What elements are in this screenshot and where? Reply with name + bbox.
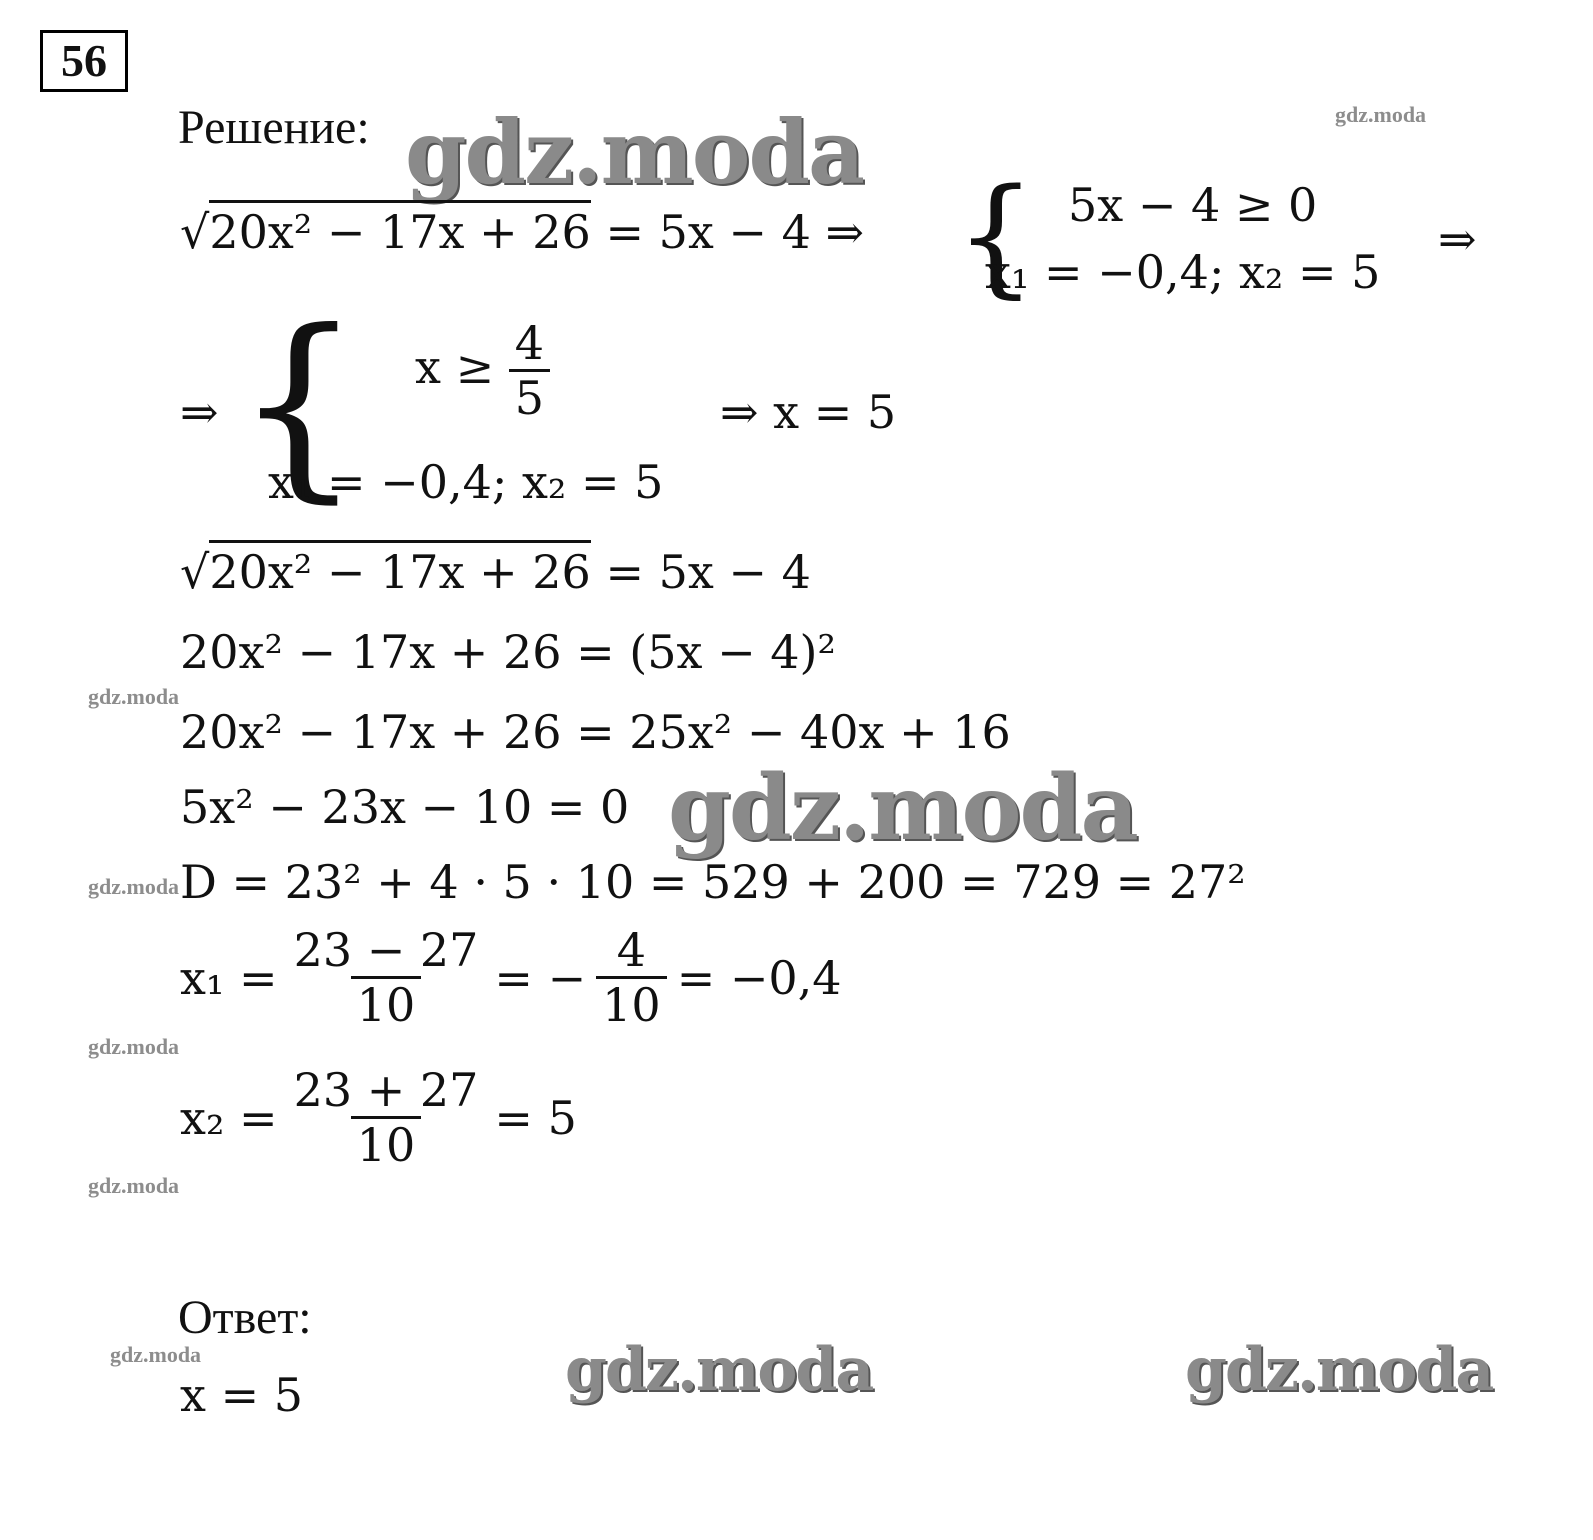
system-brace: { xyxy=(955,162,1037,311)
system-1-row-2: x₁ = −0,4; x₂ = 5 xyxy=(985,245,1381,299)
watermark-small: gdz.moda xyxy=(110,1342,202,1367)
equation-rhs: = 5x − 4 xyxy=(605,545,811,599)
fraction xyxy=(288,925,485,1031)
equation-line-6: 5x² − 23x − 10 = 0 xyxy=(180,780,630,834)
fraction xyxy=(288,1065,485,1171)
denominator: 10 xyxy=(351,1116,422,1172)
watermark-small: gdz.moda xyxy=(1335,102,1427,127)
implies-arrow: ⇒ xyxy=(180,385,219,439)
watermark-large: gdz.moda xyxy=(668,755,1137,861)
task-number-box: 56 xyxy=(40,30,128,92)
answer-label: Ответ: xyxy=(178,1291,312,1344)
denominator: 10 xyxy=(596,976,667,1032)
root-x1-line xyxy=(180,925,842,1031)
equation-rhs: = 5x − 4 ⇒ xyxy=(605,205,865,259)
solution-label: Решение: xyxy=(178,101,370,154)
fraction xyxy=(596,925,667,1031)
system-2-row-2: x₁ = −0,4; x₂ = 5 xyxy=(268,455,664,509)
discriminant-line: D = 23² + 4 · 5 · 10 = 529 + 200 = 729 = 27² xyxy=(180,855,1246,909)
numerator: 23 − 27 xyxy=(293,923,479,977)
equation-line-5: 20x² − 17x + 26 = 25x² − 40x + 16 xyxy=(180,705,1011,759)
watermark-small: gdz.moda xyxy=(88,1173,180,1198)
numerator: 4 xyxy=(616,923,647,977)
equation-line-4: 20x² − 17x + 26 = (5x − 4)² xyxy=(180,625,836,679)
watermark-small: gdz.moda xyxy=(88,1034,180,1059)
root-x2-result: = 5 xyxy=(494,1091,577,1146)
equals-minus: = − xyxy=(494,951,587,1006)
root-x1-result: = −0,4 xyxy=(676,951,842,1006)
answer-value: x = 5 xyxy=(180,1368,303,1422)
implies-arrow: ⇒ xyxy=(1438,212,1477,266)
root-x2-lhs: x₂ = xyxy=(180,1091,278,1146)
watermark-large: gdz.moda xyxy=(405,100,864,204)
root-x1-lhs: x₁ = xyxy=(180,951,278,1006)
inequality-lhs: x ≥ xyxy=(415,340,495,395)
equation-line-3 xyxy=(180,540,811,599)
watermark-small: gdz.moda xyxy=(88,684,180,709)
root-x2-line xyxy=(180,1065,577,1171)
watermark-large: gdz.moda xyxy=(1185,1335,1493,1405)
system-2-row-1 xyxy=(415,318,550,424)
numerator: 23 + 27 xyxy=(293,1063,479,1117)
sqrt-sign: √ xyxy=(180,545,210,599)
fraction xyxy=(509,318,550,424)
system-2-result: ⇒ x = 5 xyxy=(720,385,897,439)
sqrt-sign: √ xyxy=(180,205,210,259)
system-brace: { xyxy=(235,288,363,521)
denominator: 10 xyxy=(351,976,422,1032)
equation-line-1 xyxy=(180,200,864,259)
system-1-row-1: 5x − 4 ≥ 0 xyxy=(1068,178,1318,232)
numerator: 4 xyxy=(514,316,545,370)
watermark-small: gdz.moda xyxy=(88,874,180,899)
sqrt-radicand: 20x² − 17x + 26 xyxy=(209,540,591,599)
sqrt-radicand: 20x² − 17x + 26 xyxy=(209,200,591,259)
denominator: 5 xyxy=(509,369,550,425)
watermark-large: gdz.moda xyxy=(565,1335,873,1405)
